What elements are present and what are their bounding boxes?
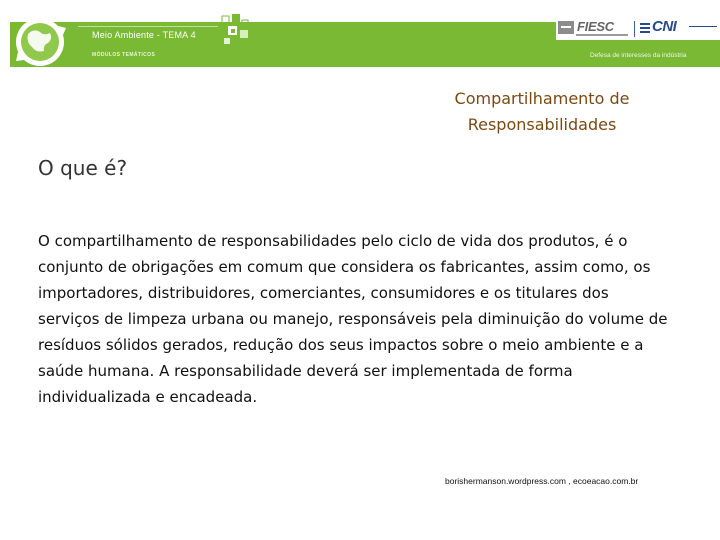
- header-banner: [0, 0, 720, 68]
- decorative-squares-icon: [220, 14, 252, 50]
- theme-title: Meio Ambiente - TEMA 4: [92, 30, 196, 40]
- cni-logo-line: [689, 26, 717, 27]
- theme-subtitle: MÓDULOS TEMÁTICOS: [92, 52, 156, 58]
- header-tagline: Defesa de interesses da indústria: [590, 52, 687, 59]
- cni-emblem-icon: [640, 22, 650, 34]
- partner-logos: [556, 18, 720, 40]
- slide-title-line-1: Compartilhamento de: [454, 89, 630, 108]
- slide-title: [392, 86, 692, 138]
- image-credits: borishermanson.wordpress.com , ecoeacao.com.br: [445, 476, 639, 486]
- recycle-globe-icon: [12, 12, 74, 68]
- section-question: O que é?: [38, 156, 128, 180]
- slide-title-line-2: Responsabilidades: [467, 115, 617, 134]
- header-divider-line: [78, 26, 218, 27]
- body-paragraph: O compartilhamento de responsabilidades pelo ciclo de vida dos produtos, é o conjunto de obrigações em comum que considera os fabricantes, assim como, os importadores, distribuidores, comerciantes, consumidores e os titulares dos serviços de limpeza urbana ou manejo, responsáveis pela diminuição do volume de resíduos sólidos gerados, redução dos seus impactos sobre o meio ambiente e a saúde humana. A responsabilidade deverá ser implementada de forma individualizada e encadeada.: [38, 232, 668, 406]
- cni-logo: CNI: [652, 18, 677, 35]
- logo-divider: [634, 21, 635, 37]
- fiesc-logo: FIESC: [577, 19, 614, 34]
- fiesc-emblem-icon: [558, 21, 574, 34]
- fiesc-logo-underline: [576, 34, 628, 36]
